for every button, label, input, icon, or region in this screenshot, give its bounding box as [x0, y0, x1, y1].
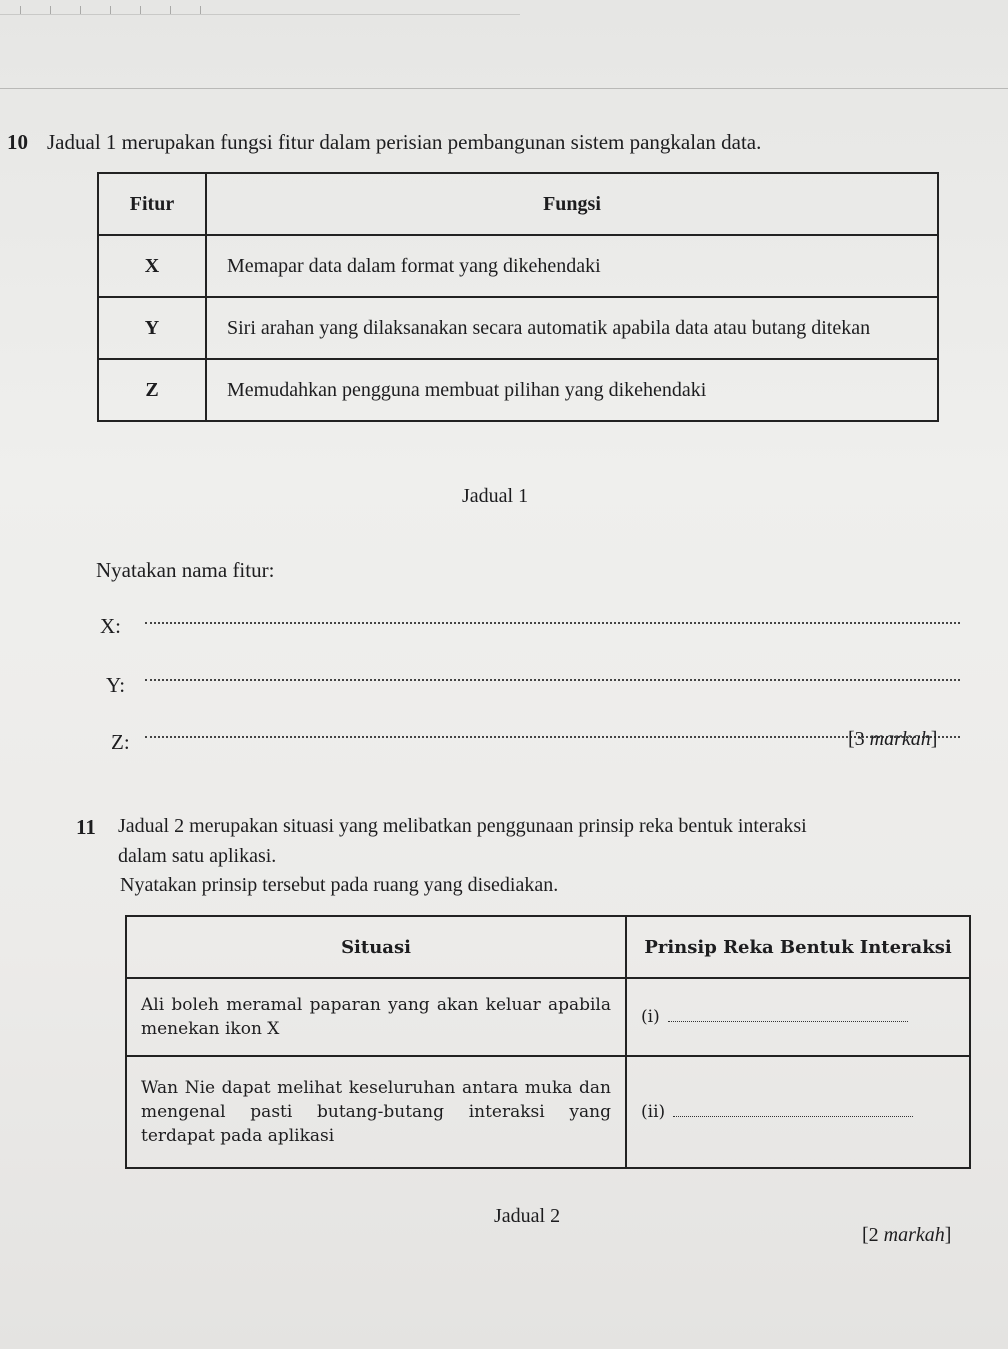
question-11-marks: [2 markah] — [862, 1224, 952, 1246]
question-10-text: Jadual 1 merupakan fungsi fitur dalam perisian pembangunan sistem pangkalan data. — [47, 130, 762, 154]
question-10-marks: [3 markah] — [848, 728, 938, 750]
question-10-number: 10 — [7, 130, 28, 154]
table-2-header-situasi: Situasi — [126, 916, 626, 978]
table-2-answer-cell — [626, 978, 970, 1056]
table-2-caption: Jadual 2 — [494, 1205, 561, 1227]
table-1-key: Y — [98, 297, 206, 359]
question-11-instruction: Nyatakan prinsip tersebut pada ruang yang disediakan. — [120, 874, 559, 896]
table-row — [98, 359, 938, 421]
question-11-text-line-1: Jadual 2 merupakan situasi yang melibatkan penggunaan prinsip reka bentuk interaksi — [118, 815, 807, 837]
answer-label-i: (i) — [641, 1007, 660, 1027]
table-2-situation: Wan Nie dapat melihat keseluruhan antara muka dan mengenal pasti butang-butang interaksi yang terdapat pada aplikasi — [126, 1056, 626, 1168]
question-11-number: 11 — [76, 815, 96, 839]
answer-line-y[interactable] — [145, 679, 960, 681]
table-1-header-fitur: Fitur — [98, 173, 206, 235]
table-1-function: Memudahkan pengguna membuat pilihan yang dikehendaki — [206, 359, 938, 421]
table-1-header-fungsi: Fungsi — [206, 173, 938, 235]
table-2 — [125, 915, 971, 1169]
answer-label-y: Y: — [106, 673, 126, 697]
table-row — [126, 1056, 970, 1168]
table-1-caption: Jadual 1 — [462, 485, 529, 507]
table-1-function: Memapar data dalam format yang dikehendaki — [206, 235, 938, 297]
top-divider — [0, 88, 1008, 89]
table-1-function: Siri arahan yang dilaksanakan secara automatik apabila data atau butang ditekan — [206, 297, 938, 359]
table-row — [98, 235, 938, 297]
question-10-instruction: Nyatakan nama fitur: — [96, 558, 275, 582]
answer-label-ii: (ii) — [641, 1102, 666, 1122]
table-2-header-prinsip: Prinsip Reka Bentuk Interaksi — [626, 916, 970, 978]
table-2-answer-cell — [626, 1056, 970, 1168]
table-1-key: X — [98, 235, 206, 297]
table-2-header-row — [126, 916, 970, 978]
answer-line-x[interactable] — [145, 622, 960, 624]
table-row — [126, 978, 970, 1056]
answer-line-i[interactable] — [668, 1007, 908, 1022]
answer-line-z[interactable] — [145, 736, 960, 738]
table-1-key: Z — [98, 359, 206, 421]
answer-line-ii[interactable] — [673, 1102, 913, 1117]
answer-label-z: Z: — [111, 730, 130, 754]
table-row — [98, 297, 938, 359]
table-2-situation: Ali boleh meramal paparan yang akan keluar apabila menekan ikon X — [126, 978, 626, 1056]
ruler-strip — [0, 0, 520, 15]
question-11-text-line-2: dalam satu aplikasi. — [118, 845, 277, 867]
table-1 — [97, 172, 939, 422]
answer-label-x: X: — [100, 614, 121, 638]
table-1-header-row — [98, 173, 938, 235]
